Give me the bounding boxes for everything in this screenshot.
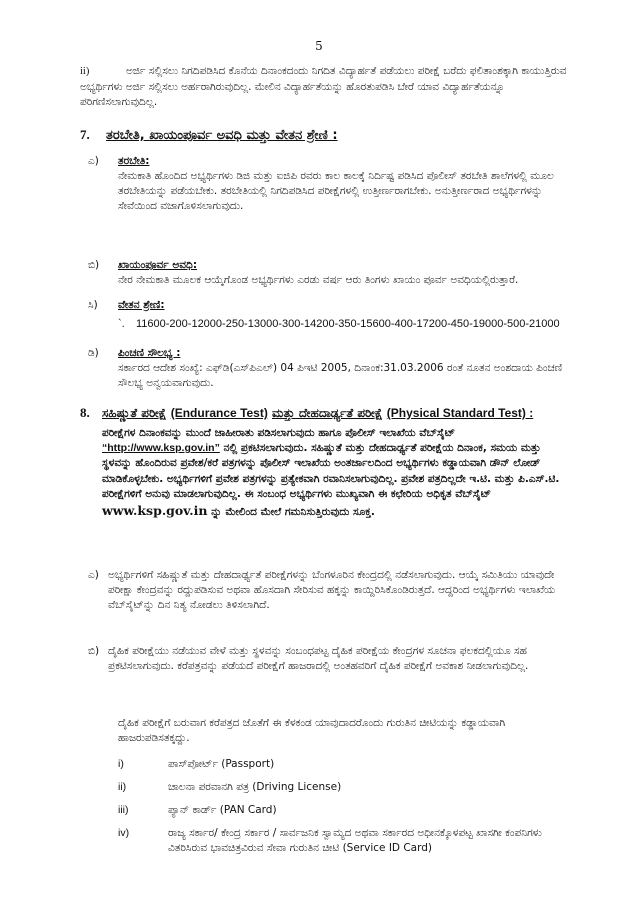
section-7a-heading: ತರಬೇತಿ: [118, 155, 150, 167]
section-7d-heading: ಪಿಂಚಣಿ ಸೌಲಭ್ಯ : [118, 347, 181, 359]
section-7a-text: ನೇಮಕಾತಿ ಹೊಂದಿದ ಅಭ್ಯರ್ಥಿಗಳು ಡಿಜಿ ಮತ್ತು ಐಜಿಪಿ ರವರು ಕಾಲ ಕಾಲಕ್ಕೆ ನಿರ್ದಿಷ್ಟ ಪಡಿಸಿದ ಪೊಲೀಸ್ ತರಬೇತಿ ಶಾಲೆಗಳಲ್ಲಿ ಮೂಲ ತರಬೇತಿಯನ್ನು ಪಡೆಯಬೇಕು. ತರಬೇತಿಯಲ್ಲಿ ನಿಗದಿಪಡಿಸಿದ ಪರೀಕ್ಷೆಗಳಲ್ಲಿ ಉತ್ತೀರ್ಣರಾಗಬೇಕು. ಅನುತ್ತೀರ್ಣರಾದ ಅಭ್ಯರ್ಥಿಗಳನ್ನು ಸೇವೆಯಿಂದ ವಜಾಗೊಳಿಸಲಾಗುವುದು. [118, 169, 554, 212]
section-7-heading [80, 126, 574, 145]
id-item-number: i) [118, 758, 124, 770]
salary-prefix: `. [118, 317, 125, 330]
section-7d-label: ಡಿ) [88, 347, 99, 359]
section-8b-label: ಬಿ) [88, 645, 100, 657]
section-7d-text: ಸರ್ಕಾರದ ಆದೇಶ ಸಂಖ್ಯೆ: ಎಫ್‌ಡಿ(ಎಸ್‌ಪಿಎಲ್) 04 ಪಿಇಟಿ 2005, ದಿನಾಂಕ:31.03.2006 ರಂತೆ ನೂತನ ಅಂಶದಾಯ ಪಿಂಚಣಿ ಸೌಲಭ್ಯ ಅನ್ವಯವಾಗುವುದು. [118, 361, 563, 389]
section-7-number: 7. [80, 127, 90, 142]
section-7b-label: ಬಿ) [88, 259, 100, 271]
item-ii-label: ii) [80, 66, 90, 77]
section-8a-label: ಎ) [88, 569, 99, 581]
id-item-text: ಪ್ಯಾನ್ ಕಾರ್ಡ್ (PAN Card) [168, 804, 277, 816]
section-7b [88, 258, 574, 288]
id-item-number: iii) [118, 804, 129, 816]
id-item-text: ರಾಜ್ಯ ಸರ್ಕಾರ/ ಕೇಂದ್ರ ಸರ್ಕಾರ / ಸಾರ್ವಜನಿಕ ಸ್ವಾಮ್ಯದ ಅಥವಾ ಸರ್ಕಾರದ ಅಧೀನಕ್ಕೊಳಪಟ್ಟ ಖಾಸಗೀ ಕಂಪನಿಗಳು ವಿತರಿಸಿರುವ ಭಾವಚಿತ್ರವಿರುವ ಸೇವಾ ಗುರುತಿನ ಚೀಟಿ (Service ID Card) [168, 827, 542, 854]
section-8-number: 8. [80, 405, 90, 420]
id-item-1 [118, 757, 574, 772]
id-intro-text: ದೈಹಿಕ ಪರೀಕ್ಷೆಗೆ ಬರುವಾಗ ಕರೆಪತ್ರದ ಜೊತೆಗೆ ಈ ಕೆಳಕಂಡ ಯಾವುದಾದರೊಂದು ಗುರುತಿನ ಚೀಟಿಯನ್ನು ಕಡ್ಡಾಯವಾಗಿ ಹಾಜರುಪಡಿಸತಕ್ಕದ್ದು. [118, 717, 506, 744]
id-item-2 [118, 780, 574, 795]
salary-scale-line [118, 317, 574, 333]
section-8-title-and: ಮತ್ತು ದೇಹದಾರ್ಢ್ಯತೆ ಪರೀಕ್ಷೆ [272, 406, 383, 420]
section-8-para-b: ನಲ್ಲಿ ಪ್ರಕಟಿಸಲಾಗುವುದು. ಸಹಿಷ್ಣುತೆ ಮತ್ತು ದೇಹದಾರ್ಢ್ಯತೆ ಪರೀಕ್ಷೆಯ ದಿನಾಂಕ, ಸಮಯ ಮತ್ತು ಸ್ಥಳವನ್ನು ಹೊಂದಿರುವ ಪ್ರವೇಶ/ಕರೆ ಪತ್ರಗಳನ್ನು ಪೊಲೀಸ್ ಇಲಾಖೆಯ ಅಂತರ್ಜಾಲದಿಂದ ಅಭ್ಯರ್ಥಿಗಳು ಕಡ್ಡಾಯವಾಗಿ ಡೌನ್ ಲೋಡ್ ಮಾಡಿಕೊಳ್ಳಬೇಕು. ಅಭ್ಯರ್ಥಿಗಳಿಗೆ ಪ್ರವೇಶ ಪತ್ರಗಳನ್ನು ಪ್ರತ್ಯೇಕವಾಗಿ ರವಾನಿಸಲಾಗುವುದಿಲ್ಲ. ಪ್ರವೇಶ ಪತ್ರದಿಲ್ಲದೇ ಇ.ಟಿ. ಮತ್ತು ಪಿ.ಎಸ್.ಟಿ. ಪರೀಕ್ಷೆಗಳಿಗೆ ಅನುವು ಮಾಡಲಾಗುವುದಿಲ್ಲ. ಈ ಸಂಬಂಧ ಅಭ್ಯರ್ಥಿಗಳು ಮುಖ್ಯವಾಗಿ ಈ ಕಛೇರಿಯ ಅಧಿಕೃತ ವೆಬ್‌ಸೈಟ್ [102, 442, 560, 500]
section-8a [88, 568, 574, 613]
section-8-para-a: ಪರೀಕ್ಷೆಗಳ ದಿನಾಂಕವನ್ನು ಮುಂದೆ ಜಾಹೀರಾತು ಪಡಿಸಲಾಗುವುದು ಹಾಗೂ ಪೊಲೀಸ್ ಇಲಾಖೆಯ ವೆಬ್‌ಸೈಟ್ [102, 427, 456, 439]
id-item-number: ii) [118, 781, 127, 793]
section-7a [88, 154, 574, 214]
ksp-website[interactable]: www.ksp.gov.in [102, 503, 208, 519]
section-7c-heading: ವೇತನ ಶ್ರೇಣಿ: [118, 299, 165, 311]
section-7c [88, 298, 574, 333]
salary-scale: 11600-200-12000-250-13000-300-14200-350-15600-400-17200-450-19000-500-21000 [136, 317, 560, 330]
section-8-paragraph [102, 426, 574, 520]
section-8a-text: ಅಭ್ಯರ್ಥಿಗಳಿಗೆ ಸಹಿಷ್ಣುತೆ ಮತ್ತು ದೇಹದಾರ್ಢ್ಯತೆ ಪರೀಕ್ಷೆಗಳನ್ನು ಬೆಂಗಳೂರಿನ ಕೇಂದ್ರದಲ್ಲಿ ನಡೆಸಲಾಗುವುದು. ಆಯ್ಕೆ ಸಮಿತಿಯು ಯಾವುದೇ ಪರೀಕ್ಷಾ ಕೇಂದ್ರವನ್ನು ರದ್ದುಪಡಿಸುವ ಅಥವಾ ಹೊಸದಾಗಿ ಸೇರಿಸುವ ಹಕ್ಕನ್ನು ಕಾಯ್ದಿರಿಸಿಕೊಂಡಿರುತ್ತದೆ. ಆದ್ದರಿಂದ ಅಭ್ಯರ್ಥಿಗಳು ಇಲಾಖೆಯ ವೆಬ್‌ಸೈಟ್‌ನ್ನು ದಿನ ನಿತ್ಯ ನೋಡಲು ತಿಳಿಸಲಾಗಿದೆ. [108, 569, 556, 611]
section-8-title-en2: (Physical Standard Test) : [386, 406, 534, 420]
item-ii-text: ಅರ್ಜಿ ಸಲ್ಲಿಸಲು ನಿಗದಿಪಡಿಸಿದ ಕೊನೆಯ ದಿನಾಂಕದಂದು ನಿಗದಿತ ವಿದ್ಯಾರ್ಹತೆ ಪಡೆಯಲು ಪರೀಕ್ಷೆ ಬರೆದು ಫಲಿತಾಂಶಕ್ಕಾಗಿ ಕಾಯುತ್ತಿರುವ ಅಭ್ಯರ್ಥಿಗಳು ಅರ್ಜಿ ಸಲ್ಲಿಸಲು ಅರ್ಹರಾಗಿರುವುದಿಲ್ಲ. ಮೇಲಿನ ವಿದ್ಯಾರ್ಹತೆಯನ್ನು ಹೊರತುಪಡಿಸಿ ಬೇರೆ ಯಾವ ವಿದ್ಯಾರ್ಹತೆಯನ್ನೂ ಪರಿಗಣಿಸಲಾಗುವುದಿಲ್ಲ. [80, 65, 567, 108]
id-item-3 [118, 803, 574, 818]
section-8-para-c: ನ್ನು ಮೇಲಿಂದ ಮೇಲೆ ಗಮನಿಸುತ್ತಿರುವುದು ಸೂಕ್ತ. [211, 506, 375, 519]
section-7d [88, 346, 574, 391]
section-7b-text: ನೇರ ನೇಮಕಾತಿ ಮೂಲಕ ಆಯ್ಕೆಗೊಂಡ ಅಭ್ಯರ್ಥಿಗಳು ಎರಡು ವರ್ಷ ಆರು ತಿಂಗಳು ಖಾಯಂ ಪೂರ್ವ ಅವಧಿಯಲ್ಲಿರುತ್ತಾರೆ. [118, 273, 519, 286]
section-8-title-kn1: ಸಹಿಷ್ಣುತೆ ಪರೀಕ್ಷೆ [102, 406, 167, 420]
section-8b-text: ದೈಹಿಕ ಪರೀಕ್ಷೆಯು ನಡೆಯುವ ವೇಳೆ ಮತ್ತು ಸ್ಥಳವನ್ನು ಸಂಬಂಧಪಟ್ಟ ದೈಹಿಕ ಪರೀಕ್ಷೆಯ ಕೇಂದ್ರಗಳ ಸೂಚನಾ ಫಲಕದಲ್ಲಿಯೂ ಸಹ ಪ್ರಕಟಿಸಲಾಗುವುದು. ಕರೆಪತ್ರವನ್ನು ಪಡೆಯದೆ ಪರೀಕ್ಷೆಗೆ ಹಾಜರಾದಲ್ಲಿ ಅಂತಹವರಿಗೆ ದೈಹಿಕ ಪರೀಕ್ಷೆಗೆ ಅವಕಾಶ ನೀಡಲಾಗುವುದಿಲ್ಲ. [108, 645, 529, 672]
section-7b-heading: ಖಾಯಂಪೂರ್ವ ಅವಧಿ: [118, 259, 198, 271]
id-item-text: ಪಾಸ್‌ಪೋರ್ಟ್ (Passport) [168, 758, 275, 770]
section-7-title: ತರಬೇತಿ, ಖಾಯಂಪೂರ್ವ ಅವಧಿ ಮತ್ತು ವೇತನ ಶ್ರೇಣಿ : [106, 128, 338, 143]
section-8-title-en1: (Endurance Test) [170, 406, 268, 420]
section-8b [88, 644, 574, 674]
section-7a-label: ಎ) [88, 155, 99, 167]
section-8-heading [80, 404, 574, 422]
page-number: 5 [315, 39, 323, 53]
id-item-number: iv) [118, 827, 130, 839]
id-item-text: ಚಾಲನಾ ಪರವಾನಗಿ ಪತ್ರ (Driving License) [168, 781, 342, 793]
item-ii [80, 64, 574, 110]
id-intro [118, 716, 574, 746]
ksp-url-link[interactable]: “http://www.ksp.gov.in” [102, 442, 220, 455]
section-7c-label: ಸಿ) [88, 299, 98, 311]
id-item-4 [118, 826, 574, 856]
